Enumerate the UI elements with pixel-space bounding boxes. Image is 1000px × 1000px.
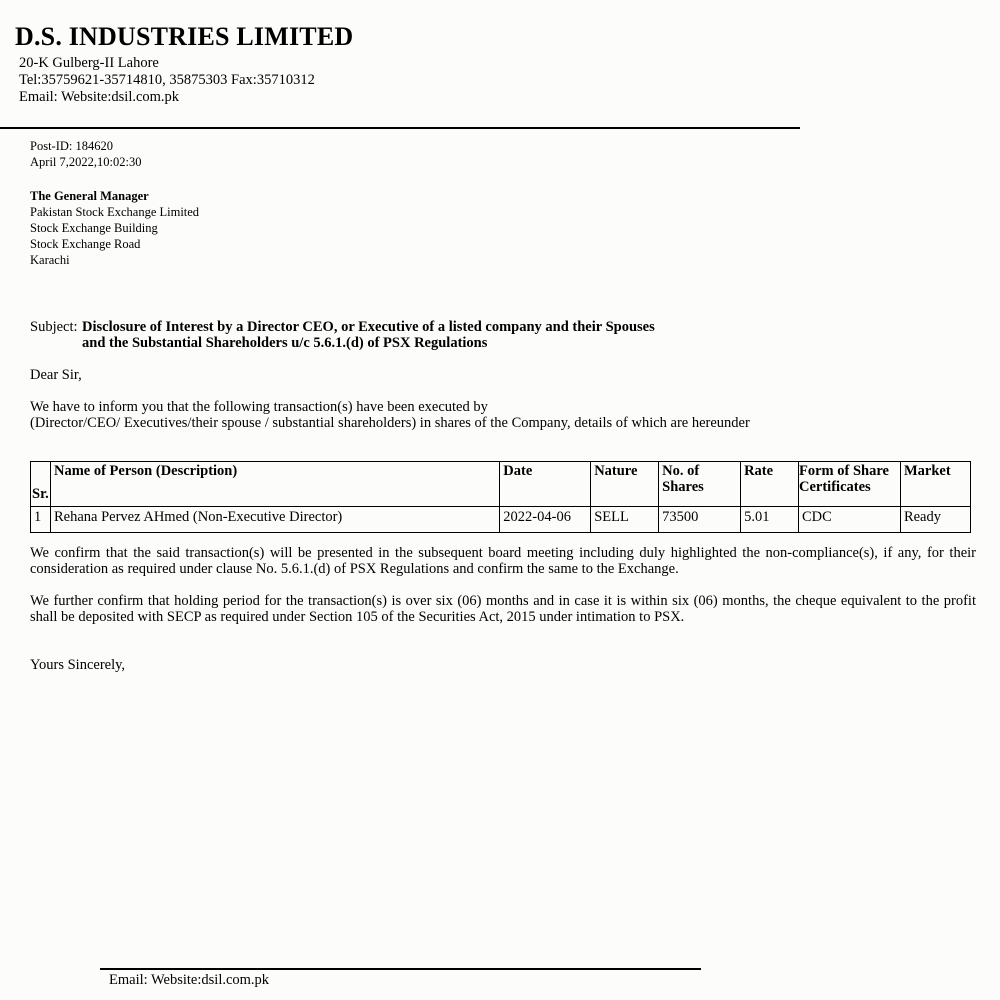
cell-sr: 1 xyxy=(31,507,51,533)
post-datetime: April 7,2022,10:02:30 xyxy=(30,155,142,169)
col-header-name: Name of Person (Description) xyxy=(50,462,499,507)
recipient-line: Stock Exchange Road xyxy=(30,237,141,251)
footer-divider xyxy=(100,968,701,970)
col-header-sr: Sr. xyxy=(31,462,51,507)
cell-date: 2022-04-06 xyxy=(500,507,591,533)
cell-nature: SELL xyxy=(591,507,659,533)
confirmation-paragraph-2: We further confirm that holding period for the transaction(s) is over six (06) months and in case it is within six (06) months, the cheque equivalent to the profit shall be deposited with SECP as required under Section 105 of the Securities Act, 2015 under intimation to PSX. xyxy=(30,593,976,625)
company-phone: Tel:35759621-35714810, 35875303 Fax:35710312 xyxy=(19,72,315,88)
cell-form: CDC xyxy=(799,507,901,533)
recipient-line: Pakistan Stock Exchange Limited xyxy=(30,205,200,219)
company-name: D.S. INDUSTRIES LIMITED xyxy=(15,22,354,51)
cell-shares: 73500 xyxy=(659,507,741,533)
confirmation-paragraph-1: We confirm that the said transaction(s) will be presented in the subsequent board meeting including duly highlighted the non-compliance(s), if any, for their consideration as required under clause No. 5.6.1.(d) of PSX Regulations and confirm the same to the Exchange. xyxy=(30,545,976,577)
footer-email: Email: Website:dsil.com.pk xyxy=(109,972,270,988)
table-row xyxy=(31,507,971,533)
company-email: Email: Website:dsil.com.pk xyxy=(19,89,180,105)
company-address: 20-K Gulberg-II Lahore xyxy=(19,55,159,71)
transactions-table xyxy=(30,461,971,533)
subject-label: Subject: xyxy=(30,319,78,335)
cell-name: Rehana Pervez AHmed (Non-Executive Director) xyxy=(50,507,499,533)
cell-market: Ready xyxy=(900,507,970,533)
col-header-form: Form of Share Certificates xyxy=(799,462,901,507)
recipient-line: Karachi xyxy=(30,253,70,267)
recipient-line: Stock Exchange Building xyxy=(30,221,158,235)
post-id: Post-ID: 184620 xyxy=(30,139,113,153)
col-header-rate: Rate xyxy=(741,462,799,507)
intro-line-2: (Director/CEO/ Executives/their spouse / substantial shareholders) in shares of the Company, details of which are hereunder xyxy=(30,415,750,431)
table-header-row xyxy=(31,462,971,507)
intro-line-1: We have to inform you that the following transaction(s) have been executed by xyxy=(30,399,488,415)
col-header-market: Market xyxy=(900,462,970,507)
col-header-shares: No. of Shares xyxy=(659,462,741,507)
header-divider xyxy=(0,127,800,129)
col-header-date: Date xyxy=(500,462,591,507)
salutation: Dear Sir, xyxy=(30,367,82,383)
cell-rate: 5.01 xyxy=(741,507,799,533)
closing: Yours Sincerely, xyxy=(30,657,126,673)
subject-line-1: Disclosure of Interest by a Director CEO, or Executive of a listed company and their Spouses xyxy=(82,319,655,335)
col-header-nature: Nature xyxy=(591,462,659,507)
recipient-title: The General Manager xyxy=(30,189,149,203)
subject-line-2: and the Substantial Shareholders u/c 5.6.1.(d) of PSX Regulations xyxy=(82,335,488,351)
